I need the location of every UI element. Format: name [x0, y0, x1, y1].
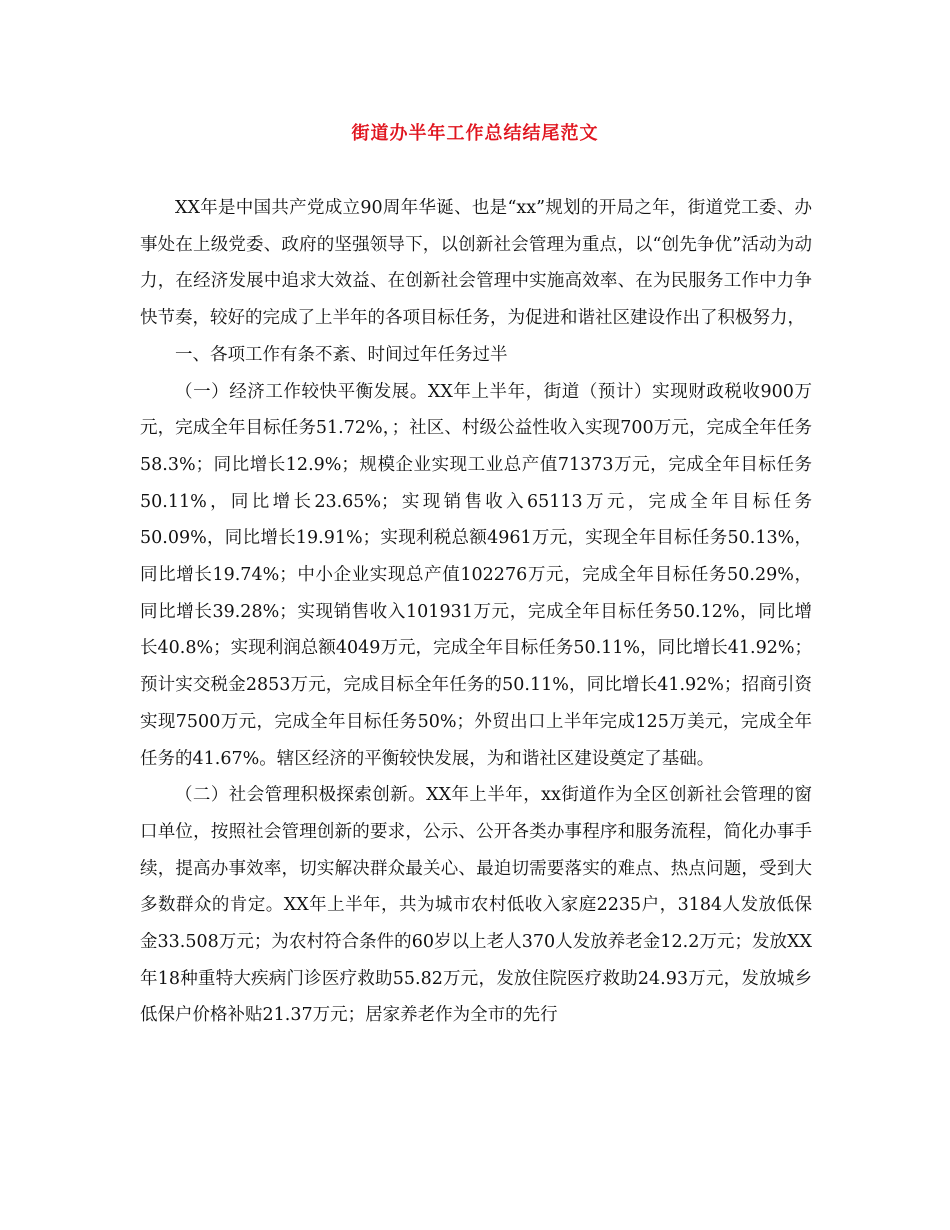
paragraph-intro: XX年是中国共产党成立90周年华诞、也是“xx”规划的开局之年，街道党工委、办事处在上级党委、政府的坚强领导下，以创新社会管理为重点，以“创先争优”活动为动力，在经济发展中追求大效益、在创新社会管理中实施高效率、在为民服务工作中力争快节奏，较好的完成了上半年的各项目标任务，为促进和谐社区建设作出了积极努力，	[140, 198, 812, 329]
section-heading: 一、各项工作有条不紊、时间过年任务过半	[175, 344, 508, 365]
paragraph-social-management: （二）社会管理积极探索创新。XX年上半年，xx街道作为全区创新社会管理的窗口单位，按照社会管理创新的要求，公示、公开各类办事程序和服务流程，简化办事手续，提高办事效率，切实解决群众最关心、最迫切需要落实的难点、热点问题，受到大多数群众的肯定。XX年上半年，共为城市农村低收入家庭2235户，3184人发放低保金33.508万元；为农村符合条件的60岁以上老人370人发放养老金12.2万元；发放XX年18种重特大疾病门诊医疗救助55.82万元，发放住院医疗救助24.93万元，发放城乡低保户价格补贴21.37万元；居家养老作为全市的先行	[140, 785, 812, 1026]
document-title: 街道办半年工作总结结尾范文	[351, 123, 599, 144]
paragraph-economy: （一）经济工作较快平衡发展。XX年上半年，街道（预计）实现财政税收900万元，完成全年目标任务51.72%，；社区、村级公益性收入实现700万元，完成全年任务58.3%；同比增长12.9%；规模企业实现工业总产值71373万元，完成全年目标任务50.11%，同比增长23.65%；实现销售收入65113万元，完成全年目标任务50.09%，同比增长19.91%；实现利税总额4961万元，实现全年目标任务50.13%，同比增长19.74%；中小企业实现总产值102276万元，完成全年目标任务50.29%，同比增长39.28%；实现销售收入101931万元，完成全年目标任务50.12%，同比增长40.8%；实现利润总额4049万元，完成全年目标任务50.11%，同比增长41.92%；预计实交税金2853万元，完成目标全年任务的50.11%，同比增长41.92%；招商引资实现7500万元，完成全年目标任务50%；外贸出口上半年完成125万美元，完成全年任务的41.67%。辖区经济的平衡较快发展，为和谐社区建设奠定了基础。	[140, 381, 812, 769]
document-body	[140, 190, 812, 1034]
